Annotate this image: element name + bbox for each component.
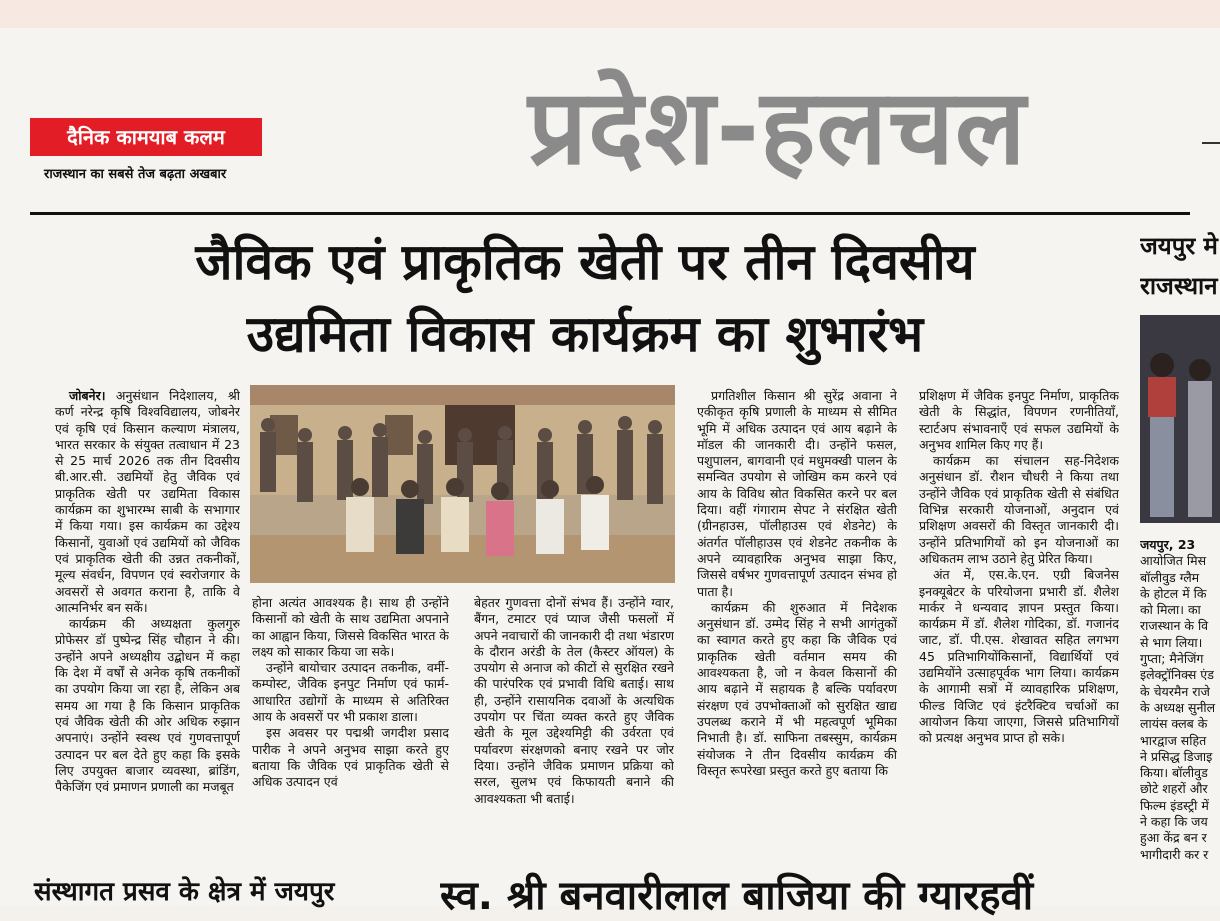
article-column-4 bbox=[697, 388, 897, 858]
section-title: प्रदेश-हलचल bbox=[528, 66, 1027, 188]
side-story-line: ने प्रसिद्ध डिजाइ bbox=[1140, 748, 1213, 764]
side-story-line: हुआ केंद्र बन र bbox=[1140, 830, 1207, 846]
newspaper-brand: दैनिक कामयाब कलम bbox=[30, 118, 262, 156]
group-photo bbox=[250, 385, 675, 583]
side-story-line: के अध्यक्ष सुनील bbox=[1140, 699, 1216, 715]
side-story-line: भारद्वाज सहित bbox=[1140, 732, 1207, 748]
side-headline-line-1: जयपुर मे bbox=[1140, 232, 1218, 260]
paragraph: कार्यक्रम का संचालन सह-निदेशक अनुसंधान डॉ. रौशन चौधरी ने किया तथा उन्होंने जैविक एवं प्राकृतिक खेती से संबंधित विभिन्न सरकारी योजनाओं, अनुदान एवं प्रशिक्षण अवसरों की विस्तृत जानकारी दी। उन्होंने प्रतिभागियों को इन योजनाओं का अधिकतम लाभ उठाने हेतु प्रेरित किया। bbox=[919, 453, 1119, 566]
paragraph: प्रशिक्षण में जैविक इनपुट निर्माण, प्राकृतिक खेती के सिद्धांत, विपणन रणनीतियाँ, स्टार्टअप संभावनाएँ एवं सफल उद्यमियों के अनुभव शामिल किए गए हैं। bbox=[919, 388, 1119, 452]
side-story-line: फिल्म इंडस्ट्री में bbox=[1140, 797, 1209, 813]
side-story-line: ने कहा कि जय bbox=[1140, 814, 1208, 830]
paragraph: अंत में, एस.के.एन. एग्री बिजनेस इनक्यूबेटर के परियोजना प्रभारी डॉ. शैलेश मार्कर ने धन्यवाद ज्ञापन प्रस्तुत किया। कार्यक्रम में डॉ. शैलेश गोदिका, डॉ. गजानंद जाट, डॉ. पी.एस. शेखावत सहित लगभग 45 प्रतिभागियोंकिसानों, विद्यार्थियों एवं उद्यमियोंने उत्साहपूर्वक भाग लिया। कार्यक्रम के आगामी सत्रों में व्यावहारिक प्रशिक्षण, फील्ड विजिट एवं इंटरैक्टिव चर्चाओं का आयोजन किया जाएगा, जिससे प्रतिभागियों को प्रत्यक्ष अनुभव प्राप्त हो सके। bbox=[919, 567, 1119, 746]
side-story-line: बॉलीवुड ग्लैम bbox=[1140, 569, 1200, 585]
article-column-2 bbox=[252, 595, 449, 858]
side-story-line: से भाग लिया। bbox=[1140, 634, 1203, 650]
side-story-text bbox=[1140, 537, 1220, 906]
side-story-line: इलेक्ट्रॉनिक्स एंड bbox=[1140, 667, 1214, 683]
side-story-line: जयपुर, 23 bbox=[1140, 537, 1196, 552]
side-story-line: गुप्ता; मैनेजिंग bbox=[1140, 651, 1204, 667]
side-story-line: को मिला। का bbox=[1140, 602, 1201, 618]
paragraph: प्रगतिशील किसान श्री सुरेंद्र अवाना ने एकीकृत कृषि प्रणाली के माध्यम से सीमित भूमि में अधिक उत्पादन एवं आय बढ़ाने के मॉडल की जानकारी दी। उन्होंने फसल, पशुपालन, बागवानी एवं मधुमक्खी पालन के समन्वित उपयोग से जोखिम कम करने एवं आय के विविध स्रोत विकसित करने पर बल दिया। वहीं गंगाराम सेपट ने संरक्षित खेती (ग्रीनहाउस, पॉलीहाउस एवं शेडनेट) के अंतर्गत पॉलीहाउस एवं शेडनेट तकनीक के अपने व्यावहारिक अनुभव साझा किए, जिससे वर्षभर गुणवत्तापूर्ण उत्पादन संभव हो पाता है। bbox=[697, 388, 897, 599]
side-headline-line-2: राजस्थान bbox=[1140, 272, 1218, 300]
side-story-photo bbox=[1140, 315, 1220, 523]
side-story-line: छोटे शहरों और bbox=[1140, 781, 1208, 797]
article-column-1 bbox=[55, 388, 240, 858]
paragraph: कार्यक्रम की शुरुआत में निदेशक अनुसंधान डॉ. उम्मेद सिंह ने सभी आगंतुकों का स्वागत करते हुए कहा कि जैविक एवं प्राकृतिक खेती वर्तमान समय की आवश्यकता है, जो न केवल किसानों की आय बढ़ाने में सहायक है बल्कि पर्यावरण संरक्षण एवं उपभोक्ताओं को सुरक्षित खाद्य उपलब्ध कराने में भी महत्वपूर्ण भूमिका निभाती है। डॉ. साफिना तबस्सुम, कार्यक्रम संयोजक ने तीन दिवसीय कार्यक्रम की विस्तृत रूपरेखा प्रस्तुत करते हुए बताया कि bbox=[697, 599, 897, 778]
bottom-center-headline: स्व. श्री बनवारीलाल बाजिया की ग्यारहवीं bbox=[440, 873, 1034, 919]
article-column-3 bbox=[474, 595, 674, 858]
headline-line-2: उद्यमिता विकास कार्यक्रम का शुभारंभ bbox=[246, 305, 924, 363]
side-story-line: लायंस क्लब के bbox=[1140, 716, 1208, 732]
masthead-rule bbox=[30, 212, 1190, 215]
paragraph: कार्यक्रम की अध्यक्षता कुलगुरु प्रोफेसर डॉ पुष्पेन्द्र सिंह चौहान ने की। उन्होंने अपने अध्यक्षीय उद्बोधन में कहा कि देश में वर्षों से अनेक कृषि तकनीकों का उपयोग किया जा रहा है, लेकिन अब समय आ गया है कि किसान प्राकृतिक एवं जैविक खेती की ओर अधिक रुझान अपनाएं। उन्होंने स्वस्थ एवं गुणवत्तापूर्ण उत्पादन पर बल देते हुए कहा कि इसके लिए उपयुक्त बाजार व्यवस्था, ब्रांडिंग, पैकेजिंग एवं प्रमाणन प्रणाली का मजबूत bbox=[55, 616, 240, 795]
paragraph: होना अत्यंत आवश्यक है। साथ ही उन्होंने किसानों को खेती के साथ उद्यमिता अपनाने का आह्वान किया, जिससे विकसित भारत के लक्ष्य को साकार किया जा सके। bbox=[252, 595, 449, 659]
side-story-headline bbox=[1140, 226, 1220, 306]
headline-line-1: जैविक एवं प्राकृतिक खेती पर तीन दिवसीय bbox=[195, 233, 975, 291]
group-photo-image bbox=[250, 385, 675, 583]
article-headline bbox=[60, 226, 1110, 370]
side-story-photo-image bbox=[1140, 315, 1220, 523]
side-story-line: किया। बॉलीवुड bbox=[1140, 765, 1208, 781]
newspaper-tagline: राजस्थान का सबसे तेज बढ़ता अखबार bbox=[44, 167, 227, 182]
side-story-line: राजस्थान के वि bbox=[1140, 618, 1209, 634]
paragraph: बेहतर गुणवत्ता दोनों संभव हैं। उन्होंने ग्वार, बैंगन, टमाटर एवं प्याज जैसी फसलों में अपने नवाचारों की जानकारी दी तथा भंडारण के दौरान अरंडी के तेल (कैस्टर ऑयल) के उपयोग से अनाज को कीटों से सुरक्षित रखने की पारंपरिक एवं प्रभावी विधि बताई। साथ ही, उन्होंने रासायनिक दवाओं के अत्यधिक उपयोग पर चिंता व्यक्त करते हुए जैविक खेती के मूल उद्देश्यमिट्टी की उर्वरता एवं पर्यावरण संरक्षणको बनाए रखने पर जोर दिया। उन्होंने जैविक प्रमाणन प्रक्रिया को सरल, सुलभ एवं किफायती बनाने की आवश्यकता भी बताई। bbox=[474, 595, 674, 806]
paragraph: इस अवसर पर पद्मश्री जगदीश प्रसाद पारीक ने अपने अनुभव साझा करते हुए बताया कि जैविक एवं प्राकृतिक खेती से अधिक उत्पादन एवं bbox=[252, 725, 449, 790]
side-story-line: के चेयरमैन राजे bbox=[1140, 683, 1210, 699]
side-story-line: भागीदारी कर र bbox=[1140, 846, 1209, 862]
article-column-5 bbox=[919, 388, 1119, 858]
divider bbox=[1202, 142, 1220, 144]
dateline: जोबनेर। bbox=[69, 388, 106, 403]
side-story-line: के होटल में कि bbox=[1140, 585, 1207, 601]
top-band bbox=[0, 0, 1220, 28]
paragraph: अनुसंधान निदेशालय, श्री कर्ण नरेन्द्र कृषि विश्वविद्यालय, जोबनेर एवं कृषि एवं किसान कल्याण मंत्रालय, भारत सरकार के संयुक्त तत्वाधान में 23 से 25 मार्च 2026 तक तीन दिवसीय बी.आर.सी. उद्यमियों हेतु जैविक एवं प्राकृतिक खेती पर उद्यमिता विकास कार्यक्रम का शुभारम्भ साबी के सभागार में किया गया। इस कार्यक्रम का उद्देश्य किसानों, युवाओं एवं उद्यमियों को जैविक एवं प्राकृतिक खेती की उन्नत तकनीकों, मूल्य संवर्धन, विपणन एवं स्वरोजगार के अवसरों से अवगत कराना है, ताकि वे आत्मनिर्भर बन सकें। bbox=[55, 388, 240, 615]
bottom-left-headline: संस्थागत प्रसव के क्षेत्र में जयपुर bbox=[34, 877, 335, 907]
side-story-line: आयोजित मिस bbox=[1140, 553, 1207, 569]
paragraph: उन्होंने बायोचार उत्पादन तकनीक, वर्मी-कम्पोस्ट, जैविक इनपुट निर्माण एवं फार्म-आधारित उद्योगों के माध्यम से अतिरिक्त आय के अवसरों पर भी प्रकाश डाला। bbox=[252, 660, 449, 725]
